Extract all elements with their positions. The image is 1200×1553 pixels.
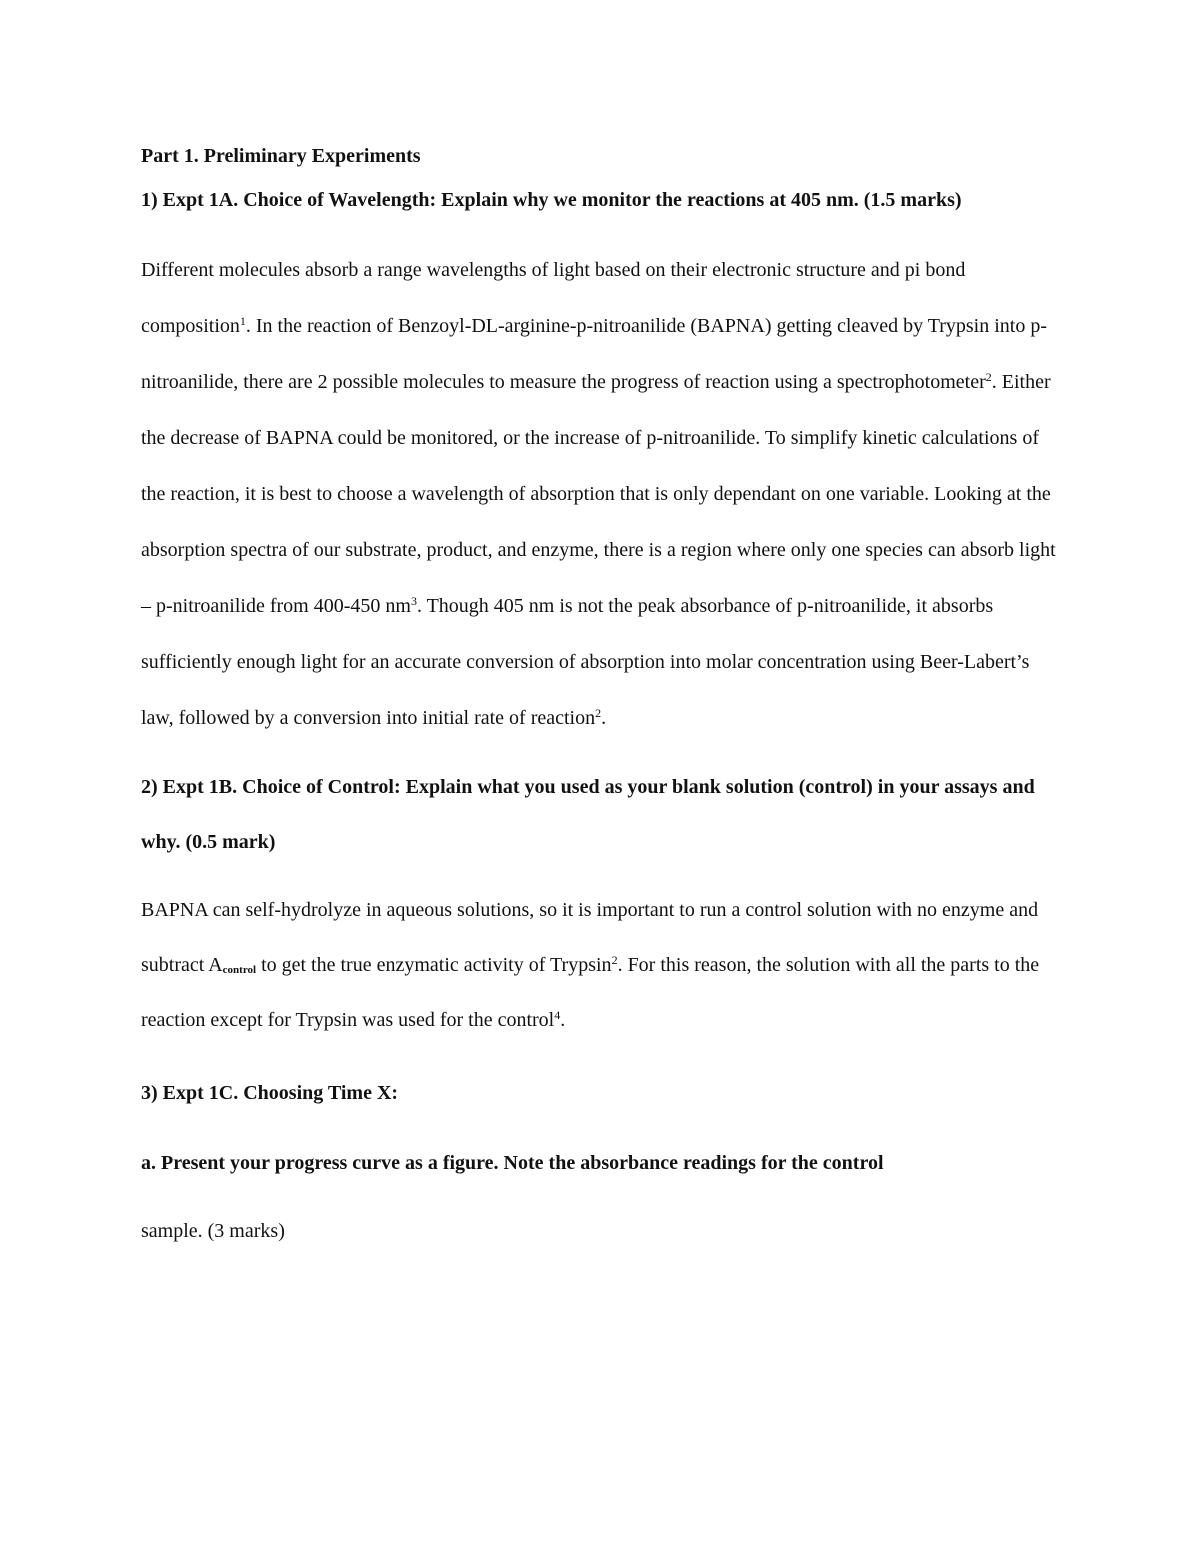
answer-1 <box>141 242 1063 746</box>
answer-1-text-3: . Either the decrease of BAPNA could be monitored, or the increase of p-nitroanilide. To simplify kinetic calculations of the reaction, it is best to choose a wavelength of absorption that is only dependant on one variable. Looking at the absorption spectra of our substrate, product, and enzyme, there is a region where only one species can absorb light – p-nitroanilide from 400-450 nm <box>141 371 1056 617</box>
answer-2-text-1: BAPNA can self-hydrolyze in aqueous solutions, so it is important to run a control solution with no enzyme and subtract A <box>141 899 1039 976</box>
citation-6: 4 <box>554 1008 561 1022</box>
answer-2-text-4: . <box>560 1009 566 1031</box>
citation-5: 2 <box>611 953 618 967</box>
subscript-control: control <box>222 964 257 976</box>
answer-2-text-2: to get the true enzymatic activity of Trypsin <box>256 954 612 976</box>
citation-4: 2 <box>595 706 602 720</box>
answer-1-text-4: . Though 405 nm is not the peak absorbance of p-nitroanilide, it absorbs sufficiently enough light for an accurate conversion of absorption into molar concentration using Beer-Labert’s law, followed by a conversion into initial rate of reaction <box>141 595 1030 729</box>
question-3: 3) Expt 1C. Choosing Time X: <box>141 1082 399 1104</box>
part-heading: Part 1. Preliminary Experiments <box>141 145 421 167</box>
answer-2-text-3: . For this reason, the solution with all the parts to the reaction except for Trypsin was used for the control <box>141 954 1040 1031</box>
answer-1-text-1: Different molecules absorb a range wavelengths of light based on their electronic structure and pi bond composition <box>141 259 966 337</box>
question-2: 2) Expt 1B. Choice of Control: Explain what you used as your blank solution (control) in your assays and why. (0.5 mark) <box>141 776 1035 853</box>
question-3a: a. Present your progress curve as a figure. Note the absorbance readings for the control <box>141 1152 884 1174</box>
document-content <box>141 141 1061 1246</box>
answer-2 <box>141 883 1061 1048</box>
answer-1-text-2: . In the reaction of Benzoyl-DL-arginine-p-nitroanilide (BAPNA) getting cleaved by Trypsin into p-nitroanilide, there are 2 possible molecules to measure the progress of reaction using a spectrophotometer <box>141 315 1048 393</box>
answer-1-text-5: . <box>601 707 607 729</box>
question-3a-continued: sample. (3 marks) <box>141 1220 285 1242</box>
citation-3: 3 <box>410 594 417 608</box>
citation-2: 2 <box>985 370 992 384</box>
question-1: 1) Expt 1A. Choice of Wavelength: Explain why we monitor the reactions at 405 nm. (1.5 marks) <box>141 189 962 211</box>
citation-1: 1 <box>239 314 246 328</box>
